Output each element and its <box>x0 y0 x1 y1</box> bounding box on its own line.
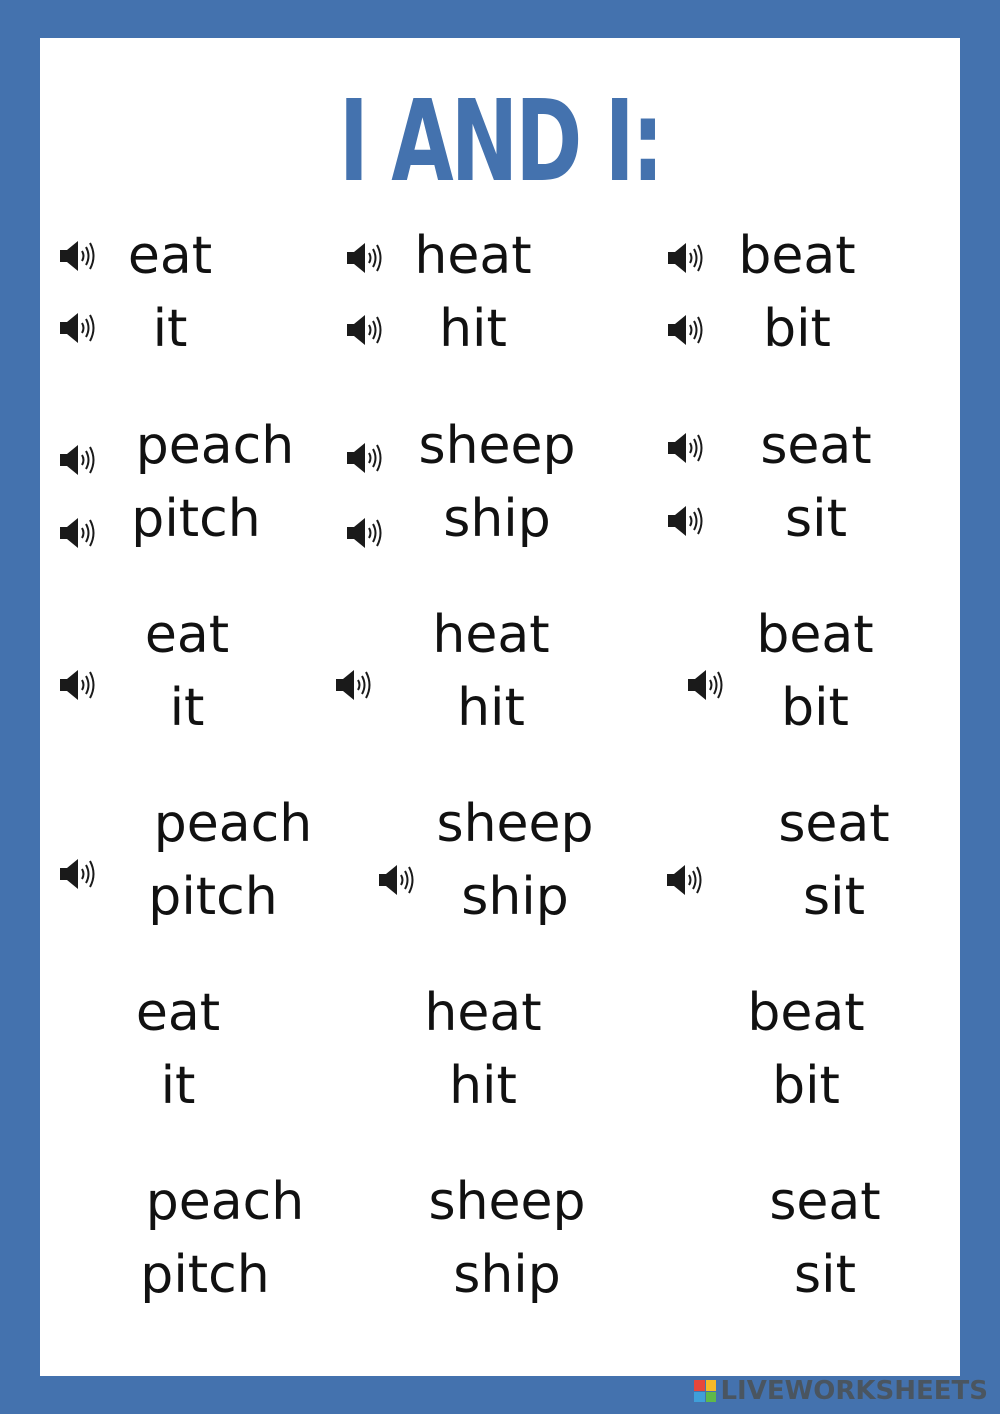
liveworksheets-logo-icon <box>694 1380 716 1402</box>
word-heat: heat <box>424 983 542 1043</box>
word-it: it <box>152 299 188 359</box>
speaker-icon[interactable] <box>666 312 710 348</box>
speaker-icon[interactable] <box>345 312 389 348</box>
word-peach: peach <box>135 416 295 476</box>
word-sheep: sheep <box>418 416 576 476</box>
footer-brand <box>694 1376 988 1406</box>
speaker-icon[interactable] <box>666 503 710 539</box>
speaker-icon[interactable] <box>58 667 102 703</box>
word-eat: eat <box>144 605 230 665</box>
word-peach: peach <box>145 1172 305 1232</box>
word-peach: peach <box>153 794 313 854</box>
word-pitch: pitch <box>131 489 261 549</box>
word-bit: bit <box>781 678 849 738</box>
worksheet-title: I AND I: <box>338 77 662 207</box>
word-sit: sit <box>794 1245 856 1305</box>
speaker-icon[interactable] <box>666 430 710 466</box>
word-ship: ship <box>461 867 569 927</box>
word-hit: hit <box>457 678 525 738</box>
speaker-icon[interactable] <box>58 238 102 274</box>
brand-name: LIVEWORKSHEETS <box>720 1376 988 1406</box>
speaker-icon[interactable] <box>58 515 102 551</box>
word-eat: eat <box>135 983 221 1043</box>
speaker-icon[interactable] <box>665 862 709 898</box>
word-seat: seat <box>760 416 872 476</box>
word-beat: beat <box>756 605 874 665</box>
speaker-icon[interactable] <box>58 856 102 892</box>
word-sit: sit <box>803 867 865 927</box>
speaker-icon[interactable] <box>666 240 710 276</box>
speaker-icon[interactable] <box>377 862 421 898</box>
speaker-icon[interactable] <box>334 667 378 703</box>
speaker-icon[interactable] <box>58 310 102 346</box>
speaker-icon[interactable] <box>58 442 102 478</box>
word-seat: seat <box>769 1172 881 1232</box>
speaker-icon[interactable] <box>345 240 389 276</box>
word-seat: seat <box>778 794 890 854</box>
word-heat: heat <box>432 605 550 665</box>
word-sheep: sheep <box>428 1172 586 1232</box>
word-it: it <box>160 1056 196 1116</box>
word-heat: heat <box>414 226 532 286</box>
word-hit: hit <box>449 1056 517 1116</box>
word-hit: hit <box>439 299 507 359</box>
word-pitch: pitch <box>140 1245 270 1305</box>
word-ship: ship <box>453 1245 561 1305</box>
word-sheep: sheep <box>436 794 594 854</box>
word-beat: beat <box>738 226 856 286</box>
word-pitch: pitch <box>148 867 278 927</box>
speaker-icon[interactable] <box>345 440 389 476</box>
word-beat: beat <box>747 983 865 1043</box>
word-bit: bit <box>772 1056 840 1116</box>
word-ship: ship <box>443 489 551 549</box>
word-it: it <box>169 678 205 738</box>
speaker-icon[interactable] <box>345 515 389 551</box>
speaker-icon[interactable] <box>686 667 730 703</box>
word-bit: bit <box>763 299 831 359</box>
word-sit: sit <box>785 489 847 549</box>
word-eat: eat <box>127 226 213 286</box>
